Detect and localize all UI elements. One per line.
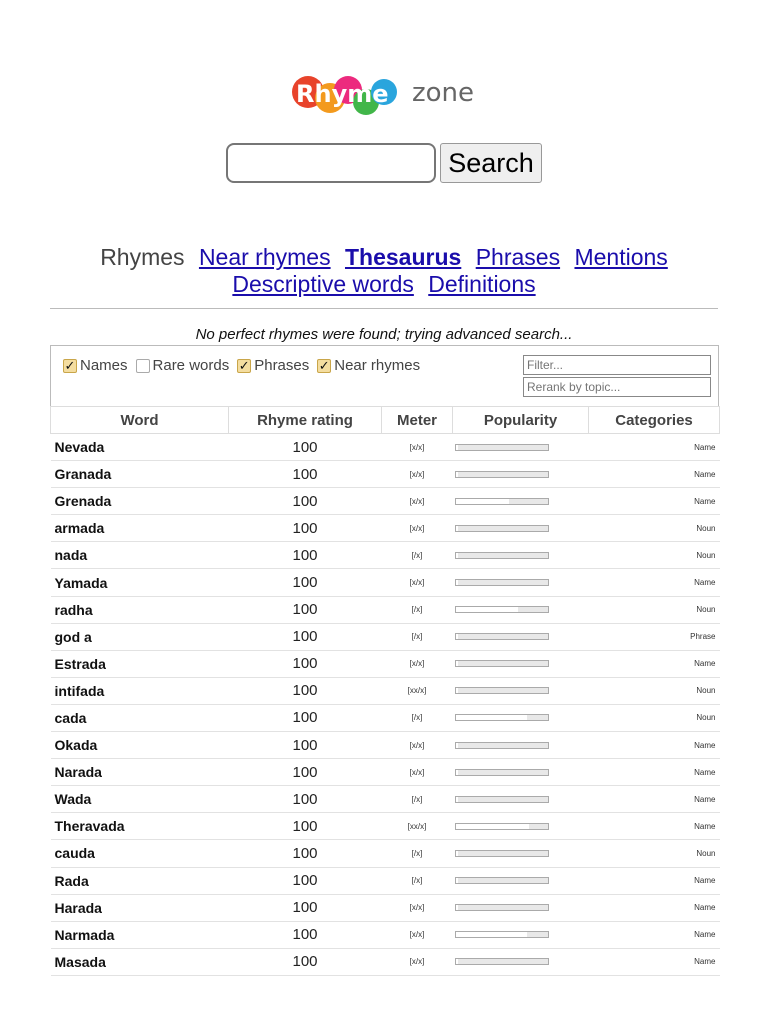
- category-cell: Phrase: [589, 623, 720, 650]
- word-cell[interactable]: Granada: [51, 461, 229, 488]
- category-cell: Noun: [589, 542, 720, 569]
- table-row: [51, 461, 720, 488]
- meter-cell: [/x]: [382, 704, 453, 731]
- word-cell[interactable]: nada: [51, 542, 229, 569]
- category-cell: Name: [589, 786, 720, 813]
- table-header-row: [51, 407, 720, 434]
- filter-label: Names: [80, 357, 128, 374]
- rating-cell: 100: [229, 650, 382, 677]
- rating-cell: 100: [229, 759, 382, 786]
- meter-cell: [x/x]: [382, 894, 453, 921]
- word-cell[interactable]: cauda: [51, 840, 229, 867]
- popularity-bar-fill: [458, 661, 547, 666]
- word-cell[interactable]: Harada: [51, 894, 229, 921]
- word-cell[interactable]: Grenada: [51, 488, 229, 515]
- popularity-bar-fill: [529, 824, 547, 829]
- category-cell: Name: [589, 894, 720, 921]
- popularity-bar: [455, 904, 549, 911]
- logo-brand-right: zone: [412, 78, 475, 108]
- nav-mentions[interactable]: Mentions: [574, 244, 668, 270]
- rating-cell: 100: [229, 894, 382, 921]
- table-row: [51, 840, 720, 867]
- popularity-cell: [453, 542, 589, 569]
- popularity-bar-fill: [458, 688, 547, 693]
- category-cell: Name: [589, 650, 720, 677]
- popularity-bar: [455, 931, 549, 938]
- result-type-nav: [0, 244, 768, 298]
- category-cell: Name: [589, 813, 720, 840]
- popularity-bar-fill: [458, 472, 547, 477]
- popularity-bar-fill: [458, 553, 547, 558]
- word-cell[interactable]: Theravada: [51, 813, 229, 840]
- meter-cell: [x/x]: [382, 948, 453, 975]
- popularity-bar: [455, 850, 549, 857]
- table-row: [51, 732, 720, 759]
- nav-thesaurus[interactable]: Thesaurus: [344, 244, 462, 270]
- popularity-bar-fill: [458, 580, 547, 585]
- rating-cell: 100: [229, 921, 382, 948]
- filter-option[interactable]: [63, 357, 128, 374]
- popularity-bar-fill: [527, 932, 547, 937]
- popularity-bar-fill: [458, 959, 547, 964]
- table-row: [51, 650, 720, 677]
- rating-cell: 100: [229, 461, 382, 488]
- word-cell[interactable]: Yamada: [51, 569, 229, 596]
- popularity-bar: [455, 552, 549, 559]
- rerank-input[interactable]: [523, 377, 711, 397]
- rating-cell: 100: [229, 786, 382, 813]
- popularity-bar: [455, 444, 549, 451]
- word-cell[interactable]: Okada: [51, 732, 229, 759]
- table-row: [51, 488, 720, 515]
- table-row: [51, 623, 720, 650]
- popularity-bar: [455, 579, 549, 586]
- popularity-bar-fill: [518, 607, 547, 612]
- meter-cell: [xx/x]: [382, 677, 453, 704]
- popularity-cell: [453, 813, 589, 840]
- popularity-cell: [453, 596, 589, 623]
- filter-panel: [50, 345, 719, 407]
- popularity-bar: [455, 714, 549, 721]
- popularity-cell: [453, 921, 589, 948]
- popularity-bar-fill: [458, 797, 547, 802]
- popularity-bar: [455, 796, 549, 803]
- nav-definitions[interactable]: Definitions: [428, 271, 536, 297]
- meter-cell: [/x]: [382, 786, 453, 813]
- filter-option[interactable]: [317, 357, 420, 374]
- popularity-bar-fill: [458, 770, 547, 775]
- table-row: [51, 867, 720, 894]
- logo-brand-left: Rhyme: [296, 80, 389, 108]
- category-cell: Noun: [589, 515, 720, 542]
- table-row: [51, 704, 720, 731]
- rating-cell: 100: [229, 569, 382, 596]
- popularity-cell: [453, 786, 589, 813]
- nav-phrases[interactable]: Phrases: [475, 244, 561, 270]
- popularity-bar-fill: [458, 905, 547, 910]
- meter-cell: [x/x]: [382, 461, 453, 488]
- popularity-cell: [453, 732, 589, 759]
- table-row: [51, 677, 720, 704]
- meter-cell: [x/x]: [382, 650, 453, 677]
- meter-cell: [x/x]: [382, 488, 453, 515]
- word-cell[interactable]: god a: [51, 623, 229, 650]
- category-cell: Name: [589, 759, 720, 786]
- search-input[interactable]: [226, 143, 436, 183]
- popularity-cell: [453, 759, 589, 786]
- table-row: [51, 596, 720, 623]
- table-row: [51, 813, 720, 840]
- filter-option[interactable]: [237, 357, 309, 374]
- header-popularity[interactable]: Popularity: [453, 407, 589, 434]
- status-message: No perfect rhymes were found; trying advanced search...: [195, 326, 573, 343]
- rating-cell: 100: [229, 867, 382, 894]
- meter-cell: [/x]: [382, 840, 453, 867]
- rating-cell: 100: [229, 623, 382, 650]
- category-cell: Name: [589, 461, 720, 488]
- popularity-bar: [455, 823, 549, 830]
- search-button[interactable]: Search: [440, 143, 542, 183]
- popularity-bar: [455, 660, 549, 667]
- checkbox-unchecked-icon[interactable]: [136, 359, 150, 373]
- table-row: [51, 948, 720, 975]
- meter-cell: [xx/x]: [382, 813, 453, 840]
- popularity-cell: [453, 704, 589, 731]
- category-cell: Name: [589, 867, 720, 894]
- popularity-cell: [453, 894, 589, 921]
- popularity-bar: [455, 769, 549, 776]
- word-cell[interactable]: Narmada: [51, 921, 229, 948]
- rating-cell: 100: [229, 434, 382, 461]
- category-cell: Noun: [589, 840, 720, 867]
- word-cell[interactable]: intifada: [51, 677, 229, 704]
- filter-label: Phrases: [254, 357, 310, 374]
- filter-input[interactable]: [523, 355, 711, 375]
- popularity-bar: [455, 877, 549, 884]
- rating-cell: 100: [229, 732, 382, 759]
- word-cell[interactable]: cada: [51, 704, 229, 731]
- filter-option[interactable]: [136, 357, 230, 374]
- popularity-bar-fill: [458, 526, 547, 531]
- popularity-bar-fill: [458, 634, 547, 639]
- table-row: [51, 921, 720, 948]
- category-cell: Name: [589, 434, 720, 461]
- nav-descriptive-words[interactable]: Descriptive words: [232, 271, 414, 297]
- popularity-cell: [453, 515, 589, 542]
- meter-cell: [x/x]: [382, 569, 453, 596]
- word-cell[interactable]: Narada: [51, 759, 229, 786]
- popularity-cell: [453, 488, 589, 515]
- popularity-bar: [455, 633, 549, 640]
- meter-cell: [/x]: [382, 867, 453, 894]
- nav-near-rhymes[interactable]: Near rhymes: [198, 244, 331, 270]
- filter-checkboxes: [63, 357, 420, 374]
- popularity-bar: [455, 687, 549, 694]
- filter-label: Near rhymes: [334, 357, 421, 374]
- popularity-cell: [453, 677, 589, 704]
- popularity-bar: [455, 525, 549, 532]
- category-cell: Noun: [589, 704, 720, 731]
- popularity-cell: [453, 434, 589, 461]
- table-row: [51, 759, 720, 786]
- popularity-bar: [455, 498, 549, 505]
- results-table: [50, 406, 720, 976]
- word-cell[interactable]: Nevada: [51, 434, 229, 461]
- rating-cell: 100: [229, 948, 382, 975]
- rating-cell: 100: [229, 488, 382, 515]
- header-meter[interactable]: Meter: [382, 407, 453, 434]
- word-cell[interactable]: Rada: [51, 867, 229, 894]
- category-cell: Name: [589, 948, 720, 975]
- popularity-bar-fill: [458, 445, 547, 450]
- word-cell[interactable]: Masada: [51, 948, 229, 975]
- popularity-bar: [455, 958, 549, 965]
- checkbox-checked-icon[interactable]: ✓: [64, 358, 76, 373]
- popularity-bar-fill: [458, 851, 547, 856]
- side-inputs: [523, 355, 711, 399]
- rating-cell: 100: [229, 596, 382, 623]
- meter-cell: [x/x]: [382, 732, 453, 759]
- popularity-bar-fill: [458, 878, 547, 883]
- rating-cell: 100: [229, 542, 382, 569]
- category-cell: Noun: [589, 677, 720, 704]
- meter-cell: [/x]: [382, 596, 453, 623]
- rating-cell: 100: [229, 813, 382, 840]
- popularity-cell: [453, 461, 589, 488]
- popularity-cell: [453, 867, 589, 894]
- meter-cell: [/x]: [382, 623, 453, 650]
- header-word[interactable]: Word: [51, 407, 229, 434]
- word-cell[interactable]: Estrada: [51, 650, 229, 677]
- table-row: [51, 894, 720, 921]
- filter-label: Rare words: [152, 357, 230, 374]
- word-cell[interactable]: armada: [51, 515, 229, 542]
- popularity-cell: [453, 650, 589, 677]
- popularity-bar-fill: [527, 715, 547, 720]
- table-row: [51, 569, 720, 596]
- popularity-bar: [455, 606, 549, 613]
- meter-cell: [x/x]: [382, 759, 453, 786]
- rating-cell: 100: [229, 515, 382, 542]
- meter-cell: [x/x]: [382, 515, 453, 542]
- table-row: [51, 786, 720, 813]
- category-cell: Name: [589, 569, 720, 596]
- popularity-cell: [453, 569, 589, 596]
- popularity-cell: [453, 948, 589, 975]
- meter-cell: [x/x]: [382, 921, 453, 948]
- category-cell: Name: [589, 488, 720, 515]
- header-categories[interactable]: Categories: [589, 407, 720, 434]
- word-cell[interactable]: Wada: [51, 786, 229, 813]
- category-cell: Noun: [589, 596, 720, 623]
- category-cell: Name: [589, 921, 720, 948]
- popularity-bar: [455, 471, 549, 478]
- popularity-bar: [455, 742, 549, 749]
- table-row: [51, 434, 720, 461]
- checkbox-checked-icon[interactable]: ✓: [318, 358, 330, 373]
- table-row: [51, 542, 720, 569]
- nav-rhymes-label: Rhymes: [100, 244, 185, 270]
- category-cell: Name: [589, 732, 720, 759]
- meter-cell: [x/x]: [382, 434, 453, 461]
- rhymezone-logo[interactable]: [288, 62, 488, 126]
- divider: [50, 308, 718, 309]
- popularity-cell: [453, 840, 589, 867]
- checkbox-checked-icon[interactable]: ✓: [238, 358, 250, 373]
- table-row: [51, 515, 720, 542]
- rating-cell: 100: [229, 677, 382, 704]
- header-rhyme-rating[interactable]: Rhyme rating: [229, 407, 382, 434]
- rating-cell: 100: [229, 840, 382, 867]
- meter-cell: [/x]: [382, 542, 453, 569]
- popularity-bar-fill: [458, 743, 547, 748]
- search-bar: [0, 143, 768, 183]
- word-cell[interactable]: radha: [51, 596, 229, 623]
- popularity-bar-fill: [509, 499, 548, 504]
- rating-cell: 100: [229, 704, 382, 731]
- popularity-cell: [453, 623, 589, 650]
